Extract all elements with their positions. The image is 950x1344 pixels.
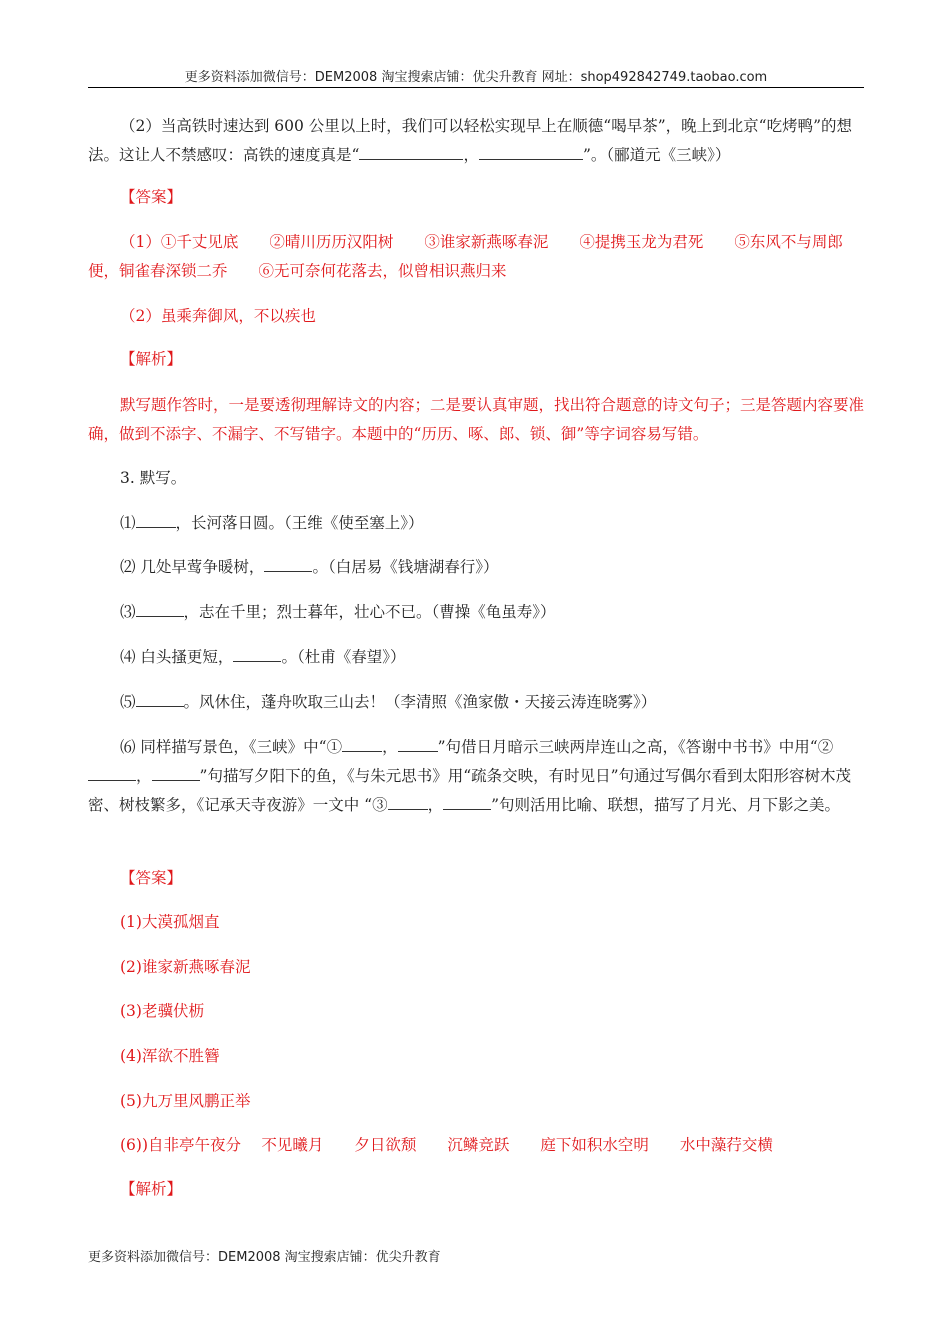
page-header: 更多资料添加微信号：DEM2008 淘宝搜索店铺：优尖升教育 网址：shop492842749.taobao.com	[184, 70, 768, 85]
question-2-text: （2）当高铁时速达到 600 公里以上时，我们可以轻松实现早上在顺德“喝早茶”，晚上到北京“吃烤鸭”的想法。这让人不禁感叹：高铁的速度真是“ ， ”。（郦道元《三峡》）	[88, 117, 852, 164]
blank	[136, 600, 184, 617]
question-3-item-1: ⑴ ，长河落日圆。（王维《使至塞上》）	[88, 509, 864, 538]
blank	[88, 764, 136, 781]
question-3-item-2: ⑵ 几处早莺争暖树， 。（白居易《钱塘湖春行》）	[88, 553, 864, 582]
blank	[264, 555, 312, 572]
question-3-item-6: ⑹ 同样描写景色，《三峡》中“① ， ”句借日月暗示三峡两岸连山之高，《答谢中书书》中用“②， ”句描写夕阳下的鱼，《与朱元思书》用“疏条交映，有时见日”句通过写偶尔看到太阳形容树木茂密、树枝繁多，《记承天寺夜游》一文中 “③ ， ”句则活用比喻、联想，描写了月光、月下影之美。	[88, 733, 864, 820]
answer-3-item: (5)九万里风鹏正举	[120, 1092, 251, 1110]
blank	[136, 690, 184, 707]
question-3-item-5: ⑸ 。风休住，蓬舟吹取三山去！（李清照《渔家傲・天接云涛连晓雾》）	[88, 688, 864, 717]
answer-label: 【答案】	[120, 869, 183, 887]
analysis-label: 【解析】	[120, 1180, 183, 1198]
question-3-item-3: ⑶ ，志在千里；烈士暮年，壮心不已。（曹操《龟虽寿》）	[88, 598, 864, 627]
blank	[388, 793, 428, 810]
blank	[359, 143, 463, 160]
question-3-title: 3. 默写。	[120, 469, 187, 487]
answer-3-item: (3)老骥伏枥	[120, 1002, 204, 1020]
blank	[233, 645, 281, 662]
answer-3-item: (6))自非亭午夜分 不见曦月 夕日欲颓 沉鳞竞跃 庭下如积水空明 水中藻荇交横	[120, 1136, 773, 1154]
blank	[136, 511, 176, 528]
blank	[398, 735, 438, 752]
blank	[443, 793, 491, 810]
answer-3-item: (1)大漠孤烟直	[120, 913, 220, 931]
blank	[479, 143, 583, 160]
answer-3-item: (2)谁家新燕啄春泥	[120, 958, 251, 976]
header-divider	[88, 87, 864, 88]
analysis-label: 【解析】	[120, 350, 183, 368]
blank	[152, 764, 200, 781]
answer-label: 【答案】	[120, 188, 183, 206]
blank	[342, 735, 382, 752]
answer-3-item: (4)浑欲不胜簪	[120, 1047, 220, 1065]
analysis-2-text: 默写题作答时，一是要透彻理解诗文的内容；二是要认真审题，找出符合题意的诗文句子；三是答题内容要准确，做到不添字、不漏字、不写错字。本题中的“历历、啄、郎、锁、御”等字词容易写错。	[88, 396, 865, 443]
answer-2-line1: （1）①千丈见底 ②晴川历历汉阳树 ③谁家新燕啄春泥 ④提携玉龙为君死 ⑤东风不与周郎便，铜雀春深锁二乔 ⑥无可奈何花落去，似曾相识燕归来	[88, 233, 843, 280]
answer-2-line2: （2）虽乘奔御风，不以疾也	[120, 307, 316, 325]
page-footer: 更多资料添加微信号：DEM2008 淘宝搜索店铺：优尖升教育	[88, 1250, 441, 1265]
question-3-item-4: ⑷ 白头搔更短， 。（杜甫《春望》）	[88, 643, 864, 672]
